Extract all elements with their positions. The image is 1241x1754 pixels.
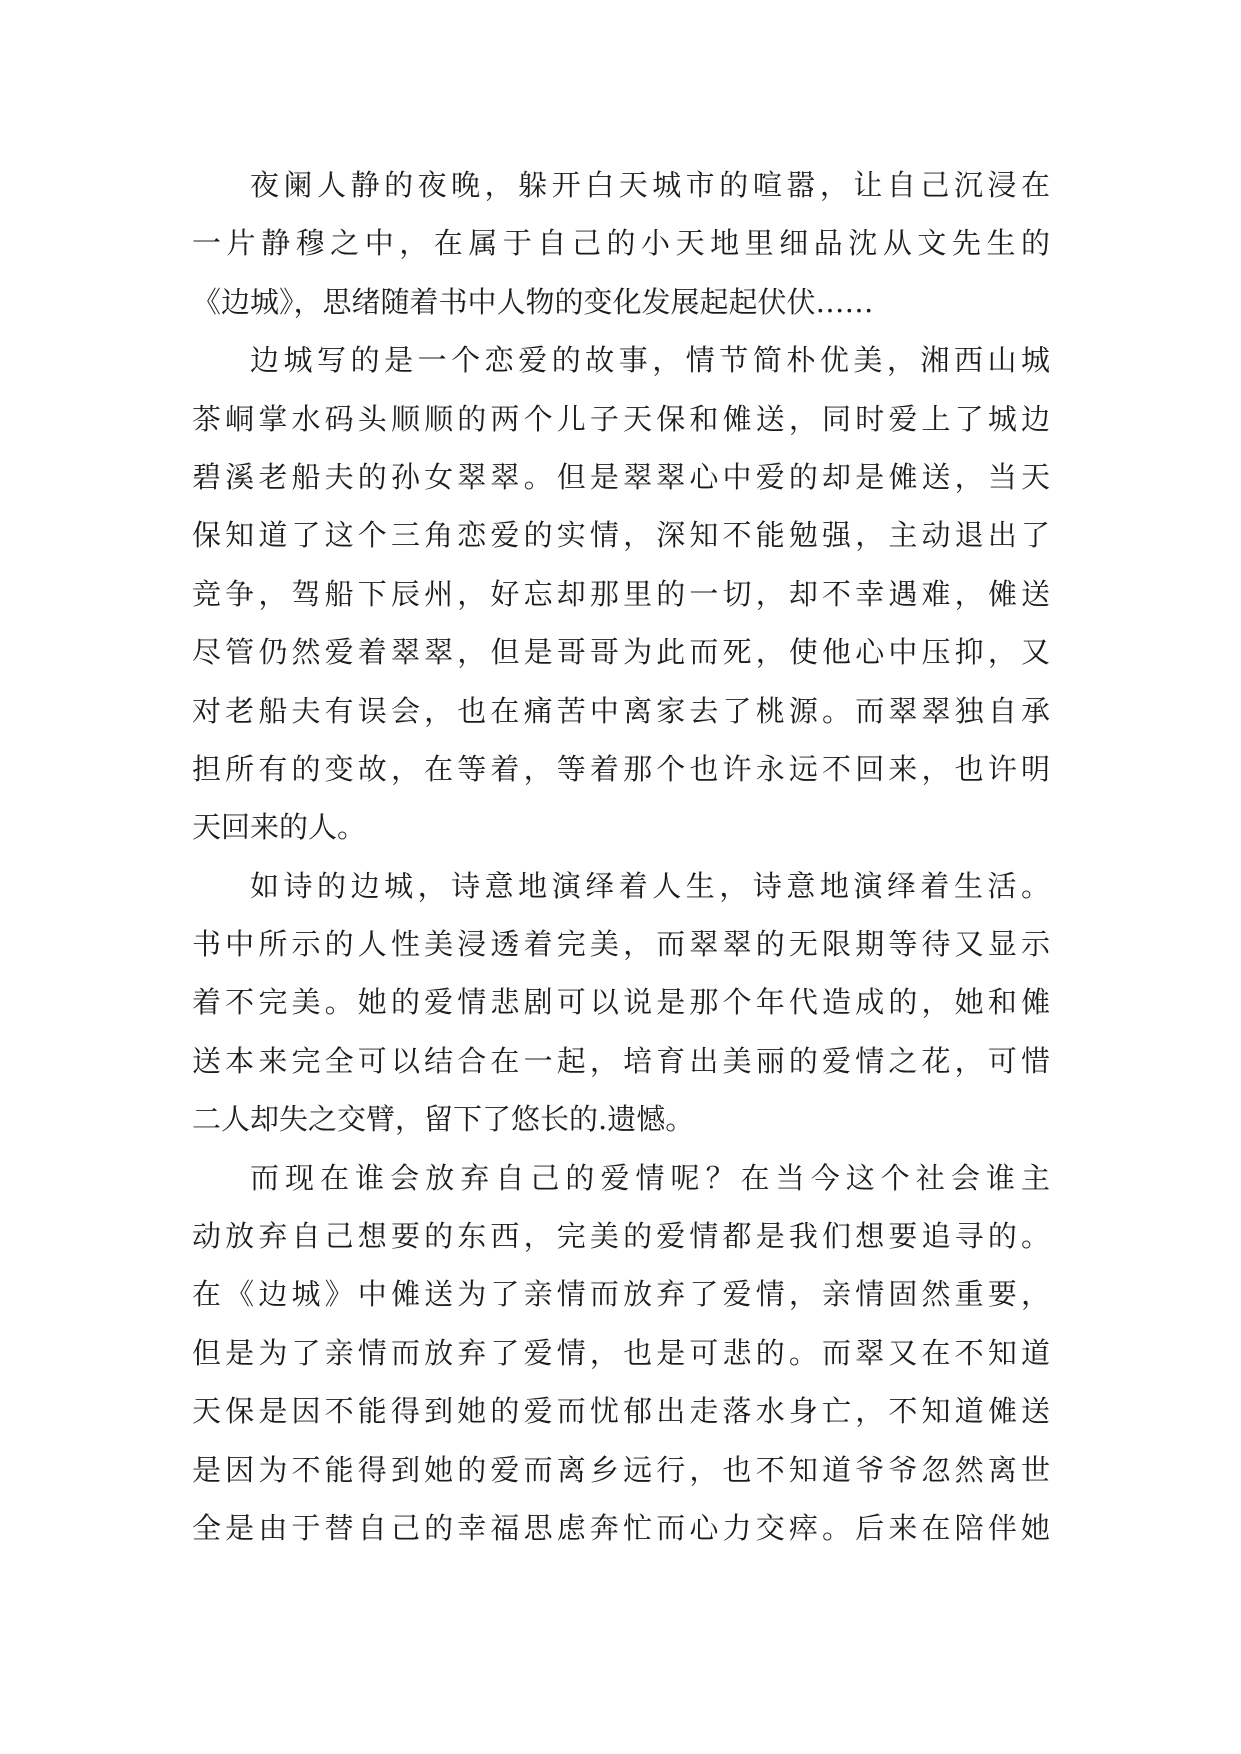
paragraph-1 (192, 156, 1050, 331)
text-line: 在《边城》中傩送为了亲情而放弃了爱情，亲情固然重要， (192, 1277, 1050, 1312)
paragraph-4 (192, 1149, 1050, 1558)
text-line: 边城写的是一个恋爱的故事，情节简朴优美，湘西山城 (250, 343, 1050, 378)
text-line: 对老船夫有误会，也在痛苦中离家去了桃源。而翠翠独自承 (192, 693, 1050, 728)
text-line: 天保是因不能得到她的爱而忧郁出走落水身亡，不知道傩送 (192, 1394, 1050, 1429)
text-line: 书中所示的人性美浸透着完美，而翠翠的无限期等待又显示 (192, 927, 1050, 962)
text-line: 一片静穆之中，在属于自己的小天地里细品沈从文先生的 (192, 226, 1050, 261)
text-line: 是因为不能得到她的爱而离乡远行，也不知道爷爷忽然离世 (192, 1452, 1050, 1487)
text-line: 夜阑人静的夜晚，躲开白天城市的喧嚣，让自己沉浸在 (250, 168, 1050, 202)
text-line: 碧溪老船夫的孙女翠翠。但是翠翠心中爱的却是傩送，当天 (192, 459, 1050, 494)
text-line: 天回来的人。 (192, 810, 367, 845)
text-line: 二人却失之交臂，留下了悠长的.遗憾。 (192, 1102, 695, 1137)
text-line: 保知道了这个三角恋爱的实情，深知不能勉强，主动退出了 (192, 518, 1050, 553)
document-body (192, 156, 1050, 1557)
text-line: 担所有的变故，在等着，等着那个也许永远不回来，也许明 (192, 751, 1050, 786)
text-line: 如诗的边城，诗意地演绎着人生，诗意地演绎着生活。 (250, 868, 1050, 903)
text-line: 而现在谁会放弃自己的爱情呢？在当今这个社会谁主 (250, 1160, 1050, 1195)
text-line: 《边城》，思绪随着书中人物的变化发展起起伏伏…… (192, 284, 874, 319)
text-line: 但是为了亲情而放弃了爱情，也是可悲的。而翠又在不知道 (192, 1335, 1050, 1370)
text-line: 尽管仍然爱着翠翠，但是哥哥为此而死，使他心中压抑，又 (192, 635, 1050, 670)
paragraph-2 (192, 331, 1050, 857)
text-line: 竞争，驾船下辰州，好忘却那里的一切，却不幸遇难，傩送 (192, 576, 1050, 611)
text-line: 全是由于替自己的幸福思虑奔忙而心力交瘁。后来在陪伴她 (192, 1510, 1050, 1545)
text-line: 动放弃自己想要的东西，完美的爱情都是我们想要追寻的。 (192, 1219, 1050, 1254)
text-line: 着不完美。她的爱情悲剧可以说是那个年代造成的，她和傩 (192, 985, 1050, 1020)
text-line: 茶峒掌水码头顺顺的两个儿子天保和傩送，同时爱上了城边 (192, 401, 1050, 436)
paragraph-3 (192, 857, 1050, 1149)
text-line: 送本来完全可以结合在一起，培育出美丽的爱情之花，可惜 (192, 1043, 1050, 1078)
